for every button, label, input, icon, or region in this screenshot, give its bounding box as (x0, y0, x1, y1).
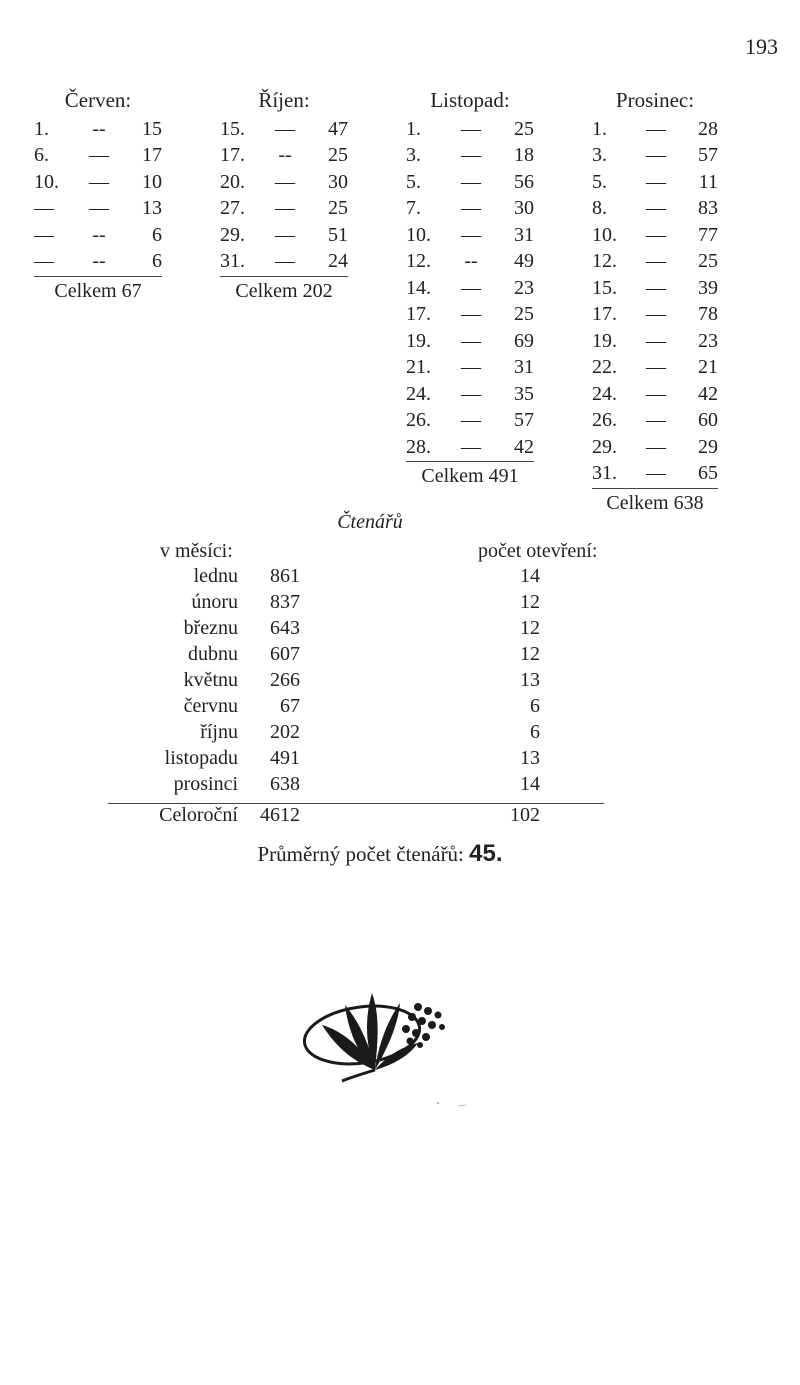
day-row (34, 116, 162, 143)
month-name: listopadu (164, 747, 238, 769)
day-row (592, 354, 718, 381)
day-label: 20. (220, 170, 245, 193)
day-count: 42 (698, 382, 718, 405)
day-label: 1. (34, 117, 49, 140)
day-count: 56 (514, 170, 534, 193)
day-row (592, 116, 718, 143)
readers-row (108, 773, 604, 799)
month-title: Červen: (64, 88, 132, 112)
opening-count: 13 (520, 669, 540, 691)
month-name: prosinci (173, 773, 238, 795)
dash-separator: — (646, 382, 666, 405)
month-name: únoru (191, 591, 238, 613)
day-label: 17. (220, 144, 245, 166)
opening-count: 12 (520, 591, 540, 613)
readers-row (108, 617, 604, 643)
day-row (34, 142, 162, 169)
day-row (592, 407, 718, 434)
reader-count: 837 (270, 591, 300, 613)
month-name: lednu (193, 565, 238, 587)
day-count: 17 (142, 144, 162, 166)
day-row (34, 222, 162, 249)
month-column-prosinec (592, 87, 718, 516)
opening-count: 14 (520, 565, 540, 587)
day-label: 17. (592, 303, 617, 325)
readers-row (108, 643, 604, 669)
day-count: 11 (698, 170, 718, 193)
readers-title: Čtenářů (337, 511, 403, 533)
reader-count: 643 (270, 617, 300, 639)
day-count: 49 (514, 250, 534, 272)
day-row (592, 195, 718, 222)
day-count: 25 (328, 144, 348, 166)
day-row (406, 301, 534, 328)
day-label: 3. (592, 144, 607, 166)
day-label: 26. (592, 409, 617, 431)
dash-separator: -- (464, 250, 478, 272)
day-count: 57 (514, 409, 534, 431)
dash-separator: — (646, 303, 666, 325)
day-label: 29. (592, 435, 617, 458)
dash-separator: — (275, 223, 295, 246)
day-label: 17. (406, 303, 431, 325)
average-label: Průměrný počet čtenářů: (257, 842, 464, 866)
paper-speck-icon (430, 1100, 490, 1110)
dash-separator: — (646, 462, 666, 484)
day-count: 69 (514, 329, 534, 352)
month-title: Prosinec: (615, 88, 695, 112)
dash-separator: — (461, 409, 481, 431)
day-count: 25 (698, 250, 718, 272)
day-count: 51 (328, 223, 348, 246)
day-label: — (34, 250, 54, 272)
day-row (220, 222, 348, 249)
dash-separator: — (646, 223, 666, 246)
day-label: 27. (220, 197, 245, 219)
day-count: 77 (698, 223, 718, 246)
day-label: 14. (406, 276, 431, 299)
average-value: 45. (469, 840, 503, 867)
day-count: 31 (514, 356, 534, 378)
day-label: 5. (592, 170, 607, 193)
dash-separator: -- (92, 117, 106, 140)
opening-count: 14 (520, 773, 540, 795)
day-row (406, 328, 534, 355)
day-count: 25 (514, 303, 534, 325)
total-label: Celoroční (159, 804, 238, 826)
readers-row (108, 565, 604, 591)
dash-separator: — (461, 435, 481, 458)
month-name: květnu (183, 669, 238, 691)
day-count: 28 (698, 117, 718, 140)
page-number: 193 (745, 34, 778, 59)
day-label: — (34, 223, 54, 246)
day-count: 35 (514, 382, 534, 405)
day-label: 15. (592, 276, 617, 299)
dash-separator: — (461, 197, 481, 219)
day-count: 31 (514, 223, 534, 246)
month-name: říjnu (200, 721, 238, 743)
day-row (406, 222, 534, 249)
dash-separator: — (646, 117, 666, 140)
day-label: 21. (406, 356, 431, 378)
day-count: 57 (698, 144, 718, 166)
dash-separator: — (646, 250, 666, 272)
day-label: 7. (406, 197, 421, 219)
dash-separator: -- (278, 144, 292, 166)
day-count: 60 (698, 409, 718, 431)
day-count: 6 (152, 250, 162, 272)
day-row (592, 222, 718, 249)
day-row (406, 142, 534, 169)
day-count: 25 (514, 117, 534, 140)
day-row (406, 169, 534, 196)
dash-separator: — (461, 356, 481, 378)
day-row (220, 116, 348, 143)
day-label: 6. (34, 144, 49, 166)
day-label: 10. (592, 223, 617, 246)
day-label: 12. (592, 250, 617, 272)
day-row (592, 275, 718, 302)
dash-separator: -- (92, 223, 106, 246)
average-readers (0, 840, 760, 868)
readers-header-opens: počet otevření: (478, 540, 598, 562)
month-name: březnu (183, 617, 238, 639)
dash-separator: — (461, 382, 481, 405)
dash-separator: — (646, 435, 666, 458)
day-row (34, 169, 162, 196)
day-label: 5. (406, 170, 421, 193)
month-column-cerven (34, 87, 162, 304)
dash-separator: — (461, 329, 481, 352)
dash-separator: — (646, 329, 666, 352)
day-count: 30 (514, 197, 534, 219)
day-row (220, 142, 348, 169)
dash-separator: -- (92, 250, 106, 272)
day-row (592, 301, 718, 328)
day-row (592, 328, 718, 355)
day-count: 39 (698, 276, 718, 299)
dash-separator: — (275, 197, 295, 219)
day-label: 28. (406, 435, 431, 458)
day-label: 19. (592, 329, 617, 352)
day-count: 29 (698, 435, 718, 458)
day-count: 18 (514, 144, 534, 166)
reader-count: 607 (270, 643, 300, 665)
opening-count: 13 (520, 747, 540, 769)
dash-separator: — (275, 250, 295, 272)
day-count: 10 (142, 170, 162, 193)
day-row (220, 169, 348, 196)
day-label: 24. (406, 382, 431, 405)
day-label: 3. (406, 144, 421, 166)
leaf-ornament-icon (300, 985, 450, 1085)
opening-count: 6 (530, 721, 540, 743)
day-row (34, 195, 162, 222)
day-label: 31. (220, 250, 245, 272)
month-title: Listopad: (430, 88, 510, 112)
reader-count: 861 (270, 565, 300, 587)
month-total: Celkem 202 (220, 276, 348, 305)
day-label: 29. (220, 223, 245, 246)
day-row (406, 434, 534, 461)
day-row (592, 248, 718, 275)
day-row (406, 275, 534, 302)
day-count: 30 (328, 170, 348, 193)
day-label: 12. (406, 250, 431, 272)
day-label: 22. (592, 356, 617, 378)
readers-row (108, 591, 604, 617)
day-row (406, 195, 534, 222)
opening-count: 12 (520, 617, 540, 639)
day-label: 15. (220, 117, 245, 140)
day-count: 6 (152, 223, 162, 246)
total-readers: 4612 (260, 804, 300, 826)
month-total: Celkem 67 (34, 276, 162, 305)
day-label: 1. (406, 117, 421, 140)
day-count: 78 (698, 303, 718, 325)
day-label: — (34, 197, 54, 219)
day-count: 24 (328, 250, 348, 272)
day-count: 65 (698, 462, 718, 484)
day-label: 26. (406, 409, 431, 431)
month-title: Říjen: (258, 88, 310, 112)
dash-separator: — (646, 276, 666, 299)
day-count: 13 (142, 197, 162, 219)
day-row (406, 354, 534, 381)
day-count: 25 (328, 197, 348, 219)
readers-row (108, 747, 604, 773)
day-count: 15 (142, 117, 162, 140)
day-label: 10. (34, 170, 59, 193)
reader-count: 638 (270, 773, 300, 795)
dash-separator: — (461, 223, 481, 246)
day-row (406, 407, 534, 434)
dash-separator: — (89, 170, 109, 193)
reader-count: 266 (270, 669, 300, 691)
readers-row (108, 721, 604, 747)
dash-separator: — (461, 170, 481, 193)
month-name: dubnu (188, 643, 238, 665)
day-count: 23 (698, 329, 718, 352)
day-row (34, 248, 162, 275)
total-opens: 102 (510, 804, 540, 826)
dash-separator: — (275, 117, 295, 140)
dash-separator: — (461, 144, 481, 166)
month-total: Celkem 638 (592, 488, 718, 517)
day-row (592, 381, 718, 408)
dash-separator: — (89, 144, 109, 166)
dash-separator: — (461, 276, 481, 299)
readers-header-month: v měsíci: (160, 540, 233, 562)
dash-separator: — (275, 170, 295, 193)
readers-row (108, 669, 604, 695)
dash-separator: — (89, 197, 109, 219)
day-count: 83 (698, 197, 718, 219)
dash-separator: — (646, 356, 666, 378)
readers-total-row (108, 803, 604, 830)
day-row (592, 460, 718, 487)
dash-separator: — (461, 117, 481, 140)
day-count: 47 (328, 117, 348, 140)
month-total: Celkem 491 (406, 461, 534, 490)
day-label: 1. (592, 117, 607, 140)
month-column-listopad (406, 87, 534, 490)
day-row (592, 169, 718, 196)
day-label: 8. (592, 197, 607, 219)
reader-count: 491 (270, 747, 300, 769)
readers-table (108, 565, 604, 830)
day-label: 10. (406, 223, 431, 246)
dash-separator: — (646, 197, 666, 219)
day-row (406, 248, 534, 275)
day-row (220, 248, 348, 275)
dash-separator: — (646, 409, 666, 431)
day-row (592, 434, 718, 461)
reader-count: 202 (270, 721, 300, 743)
month-column-rijen (220, 87, 348, 304)
day-count: 23 (514, 276, 534, 299)
day-count: 21 (698, 356, 718, 378)
dash-separator: — (646, 170, 666, 193)
month-name: červnu (183, 695, 238, 717)
day-label: 24. (592, 382, 617, 405)
readers-row (108, 695, 604, 721)
opening-count: 6 (530, 695, 540, 717)
day-label: 31. (592, 462, 617, 484)
dash-separator: — (646, 144, 666, 166)
day-row (406, 381, 534, 408)
day-label: 19. (406, 329, 431, 352)
reader-count: 67 (280, 695, 300, 717)
day-row (406, 116, 534, 143)
dash-separator: — (461, 303, 481, 325)
day-count: 42 (514, 435, 534, 458)
day-row (592, 142, 718, 169)
opening-count: 12 (520, 643, 540, 665)
day-row (220, 195, 348, 222)
